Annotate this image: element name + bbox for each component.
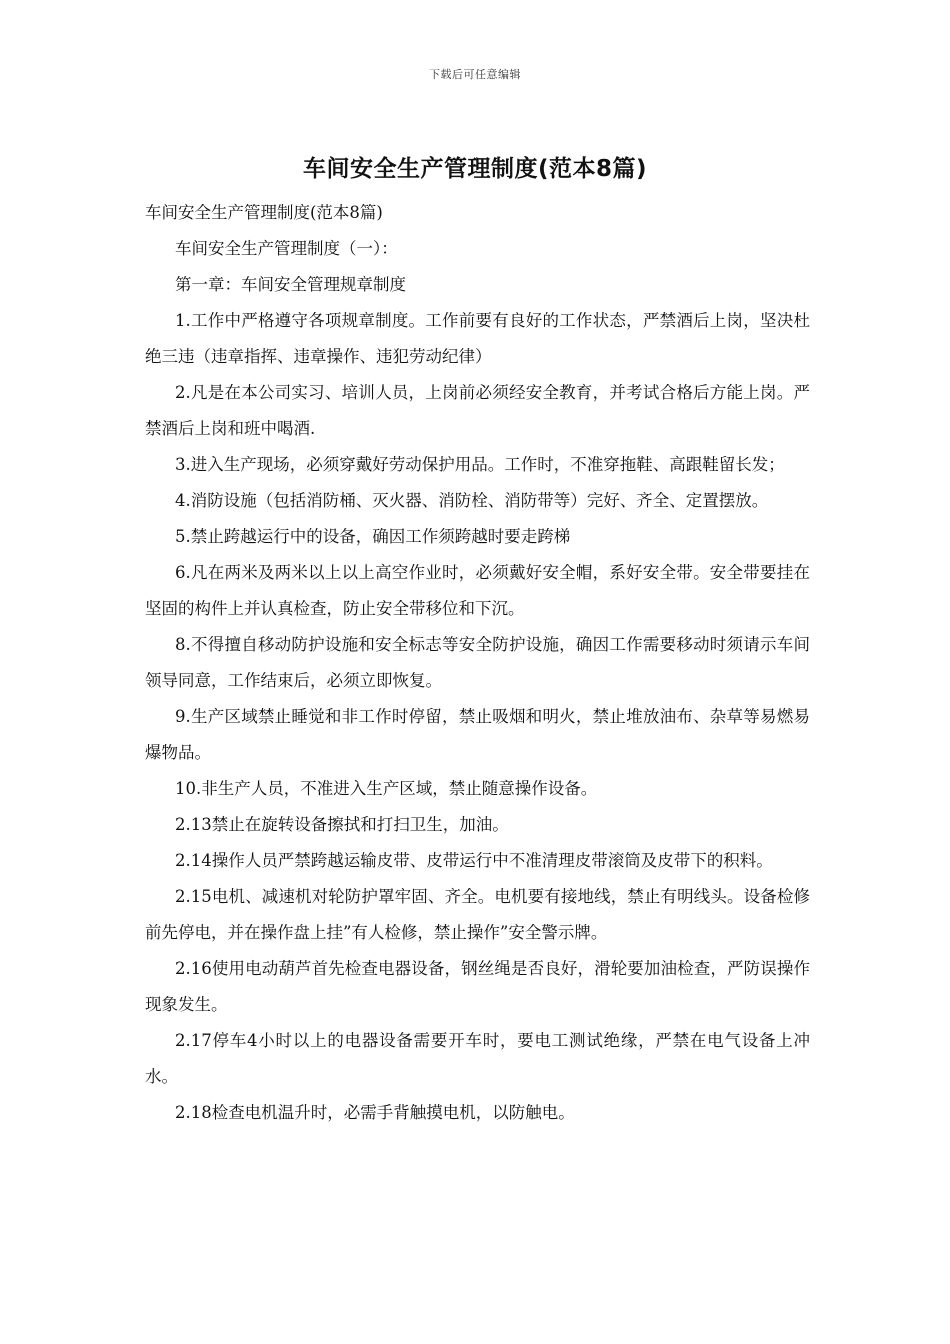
paragraph-rule: 4.消防设施（包括消防桶、灭火器、消防栓、消防带等）完好、齐全、定置摆放。 bbox=[175, 491, 769, 510]
paragraph-rule: 8.不得擅自移动防护设施和安全标志等安全防护设施，确因工作需要移动时须请示车间领导同意，工作结束后，必须立即恢复。 bbox=[145, 635, 810, 690]
paragraph-rule: 5.禁止跨越运行中的设备，确因工作须跨越时要走跨梯 bbox=[175, 527, 571, 546]
document-title: 车间安全生产管理制度(范本8篇) bbox=[302, 156, 648, 182]
document-body bbox=[145, 195, 810, 1131]
paragraph-rule: 6.凡在两米及两米以上以上高空作业时，必须戴好安全帽，系好安全带。安全带要挂在坚固的构件上并认真检查，防止安全带移位和下沉。 bbox=[145, 563, 810, 618]
paragraph-rule: 2.凡是在本公司实习、培训人员，上岗前必须经安全教育，并考试合格后方能上岗。严禁酒后上岗和班中喝酒. bbox=[145, 383, 810, 438]
paragraph-rule: 2.13禁止在旋转设备擦拭和打扫卫生，加油。 bbox=[175, 815, 509, 834]
paragraph-rule: 2.14操作人员严禁跨越运输皮带、皮带运行中不准清理皮带滚筒及皮带下的积料。 bbox=[175, 851, 773, 870]
paragraph-rule: 9.生产区域禁止睡觉和非工作时停留，禁止吸烟和明火，禁止堆放油布、杂草等易燃易爆物品。 bbox=[145, 707, 810, 762]
paragraph-subtitle: 车间安全生产管理制度(范本8篇) bbox=[145, 203, 383, 222]
paragraph-rule: 2.16使用电动葫芦首先检查电器设备，钢丝绳是否良好，滑轮要加油检查，严防误操作现象发生。 bbox=[145, 959, 810, 1014]
paragraph-rule: 2.15电机、减速机对轮防护罩牢固、齐全。电机要有接地线，禁止有明线头。设备检修前先停电，并在操作盘上挂”有人检修，禁止操作”安全警示牌。 bbox=[145, 887, 810, 942]
header-note: 下载后可任意编辑 bbox=[429, 68, 521, 81]
paragraph-rule: 2.18检查电机温升时，必需手背触摸电机，以防触电。 bbox=[175, 1103, 575, 1122]
paragraph-rule: 10.非生产人员，不准进入生产区域，禁止随意操作设备。 bbox=[175, 779, 598, 798]
paragraph-rule: 1.工作中严格遵守各项规章制度。工作前要有良好的工作状态，严禁酒后上岗，坚决杜绝三违（违章指挥、违章操作、违犯劳动纪律） bbox=[145, 311, 810, 366]
paragraph-rule: 2.17停车4小时以上的电器设备需要开车时，要电工测试绝缘，严禁在电气设备上冲水。 bbox=[145, 1031, 810, 1086]
paragraph-chapter-heading: 第一章：车间安全管理规章制度 bbox=[175, 275, 406, 294]
paragraph-rule: 3.进入生产现场，必须穿戴好劳动保护用品。工作时，不准穿拖鞋、高跟鞋留长发； bbox=[175, 455, 785, 474]
paragraph-section-heading: 车间安全生产管理制度（一）： bbox=[175, 239, 398, 258]
